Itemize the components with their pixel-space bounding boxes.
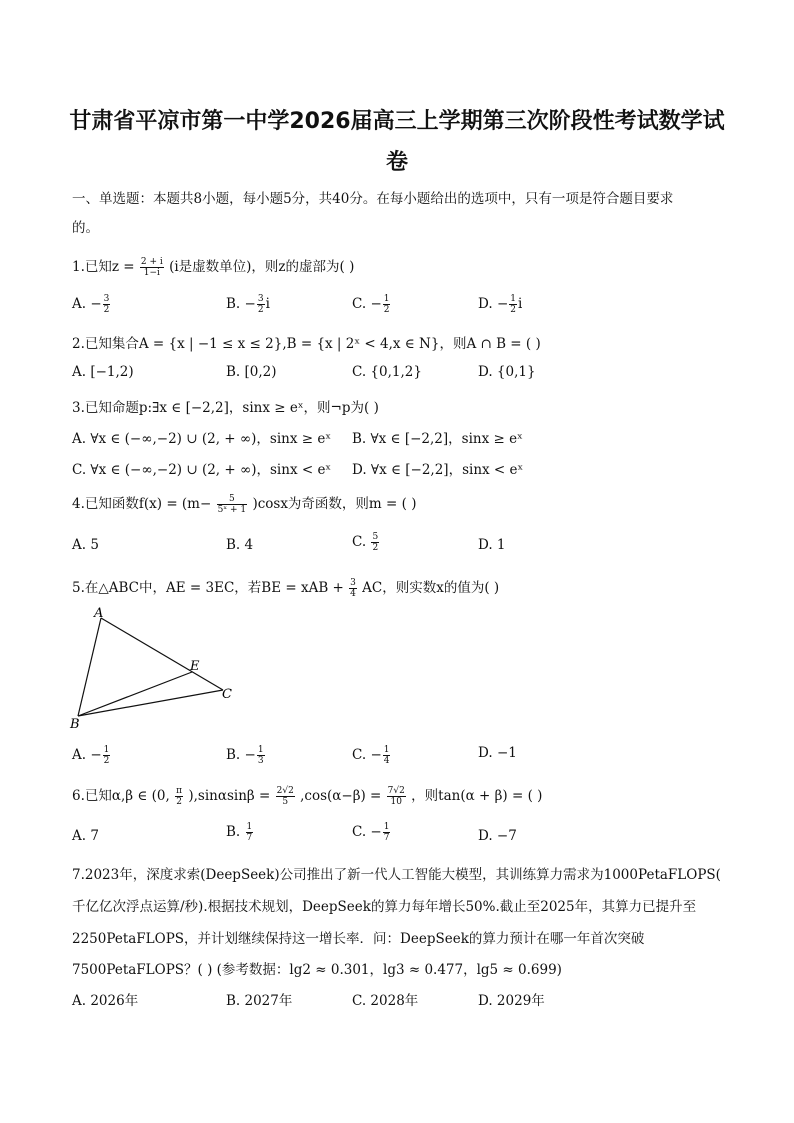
option-sign: − [370, 747, 382, 763]
frac-den: 2 [510, 305, 516, 315]
option-value: −1 [496, 745, 517, 761]
option-sign: − [90, 296, 102, 312]
frac-den: 10 [390, 797, 402, 807]
q4-option-c[interactable] [352, 532, 380, 553]
q1-fraction [140, 257, 164, 278]
vertex-label-a: A [94, 606, 104, 621]
q1-option-c[interactable] [352, 294, 391, 315]
option-fraction [383, 822, 391, 843]
option-label: D. [478, 745, 493, 761]
frac-num: 1 [383, 294, 390, 304]
edge-ac [101, 618, 223, 690]
q3-option-d[interactable]: D. ∀x ∈ [−2,2]，sinx < eˣ [352, 462, 524, 478]
frac-num: π [176, 786, 183, 796]
q5-option-a[interactable] [72, 745, 111, 766]
frac-num: 7√2 [387, 786, 405, 796]
frac-den: 2 [383, 305, 390, 315]
question-4 [72, 492, 416, 515]
frac-num: 3 [103, 294, 110, 304]
option-fraction [246, 822, 254, 843]
question-7-line2: 千亿亿次浮点运算/秒).根据技术规划，DeepSeek的算力每年增长50%.截止至2025年，其算力已提升至 [72, 899, 697, 915]
segment-be [78, 672, 192, 716]
q6-option-c[interactable] [352, 822, 391, 843]
q1-option-d[interactable] [478, 294, 522, 315]
frac-den: 7 [383, 833, 390, 843]
option-tail: i [265, 296, 270, 312]
q6-fraction-1 [276, 786, 295, 807]
q6-fraction-2 [387, 786, 406, 807]
question-7-line4: 7500PetaFLOPS？( ) (参考数据：lg2 ≈ 0.301，lg3 ≈ 0.477，lg5 ≈ 0.699) [72, 962, 562, 978]
q3-option-b[interactable]: B. ∀x ∈ [−2,2]，sinx ≥ eˣ [352, 431, 523, 447]
q4-option-a[interactable]: A. 5 [72, 537, 99, 553]
frac-num: 1 [103, 745, 110, 755]
q7-option-b[interactable]: B. 2027年 [226, 993, 293, 1009]
option-sign: − [370, 296, 382, 312]
option-label: B. [226, 824, 241, 840]
q3-option-c[interactable]: C. ∀x ∈ (−∞,−2) ∪ (2, + ∞)，sinx < eˣ [72, 462, 332, 478]
edge-ab [78, 618, 101, 716]
frac-den: 7 [246, 833, 253, 843]
option-fraction [257, 745, 265, 766]
frac-den: 5 [282, 797, 289, 807]
q4-frac-num: 5 [217, 494, 248, 505]
q2-option-a[interactable]: A. [−1,2) [72, 364, 134, 380]
q1-option-a[interactable] [72, 294, 111, 315]
q6-mid1: ),sinαsinβ = [188, 788, 271, 804]
q3-option-a[interactable]: A. ∀x ∈ (−∞,−2) ∪ (2, + ∞)，sinx ≥ eˣ [72, 431, 332, 447]
frac-num: 1 [383, 745, 390, 755]
option-label: C. [352, 534, 367, 550]
triangle-figure [66, 602, 246, 732]
question-5 [72, 576, 499, 599]
q2-option-d[interactable]: D. {0,1} [478, 364, 536, 380]
vertex-label-b: B [70, 717, 80, 732]
question-6 [72, 784, 542, 807]
q2-option-b[interactable]: B. [0,2) [226, 364, 277, 380]
option-fraction [383, 294, 391, 315]
document-title-line1: 甘肃省平凉市第一中学2026届高三上学期第三次阶段性考试数学试 [69, 109, 725, 134]
q5-frac-den: 4 [350, 589, 356, 599]
frac-num: 5 [372, 532, 379, 542]
vertex-label-c: C [222, 687, 232, 702]
question-3: 3.已知命题p:∃x ∈ [−2,2]，sinx ≥ eˣ，则¬p为( ) [72, 400, 379, 416]
option-label: D. [478, 296, 493, 312]
question-1 [72, 255, 354, 278]
option-fraction [371, 532, 379, 553]
q6-option-d[interactable]: D. −7 [478, 828, 517, 844]
frac-den: 4 [383, 756, 390, 766]
q1-option-b[interactable] [226, 294, 270, 315]
q7-option-d[interactable]: D. 2029年 [478, 993, 545, 1009]
q6-suffix: ，则tan(α + β) = ( ) [411, 788, 543, 804]
q5-option-c[interactable] [352, 745, 391, 766]
question-2: 2.已知集合A = {x | −1 ≤ x ≤ 2},B = {x | 2ˣ < 4,x ∈ N}，则A ∩ B = ( ) [72, 336, 541, 352]
q6-mid2: ,cos(α−β) = [300, 788, 382, 804]
point-label-e: E [190, 659, 200, 674]
q1-frac-den: 1−i [143, 268, 160, 278]
q5-fraction [349, 578, 357, 599]
q5-prefix: 5.在△ABC中，AE = 3EC，若BE = xAB + [72, 580, 344, 596]
q7-option-c[interactable]: C. 2028年 [352, 993, 419, 1009]
q1-frac-num: 2 + i [140, 257, 163, 267]
q4-suffix: )cosx为奇函数，则m = ( ) [252, 496, 417, 512]
option-label: A. [72, 747, 87, 763]
option-fraction [103, 294, 111, 315]
frac-num: 3 [257, 294, 264, 304]
frac-num: 2√2 [276, 786, 294, 796]
option-label: C. [352, 296, 367, 312]
section-header-line1: 一、单选题：本题共8小题，每小题5分，共40分。在每小题给出的选项中，只有一项是符合题目要求 [72, 191, 674, 207]
q4-frac-den: 5ˣ + 1 [217, 505, 247, 515]
option-tail: i [517, 296, 523, 312]
q5-option-b[interactable] [226, 745, 266, 766]
q5-frac-num: 3 [350, 578, 356, 588]
document-title-line2: 卷 [385, 150, 408, 175]
option-sign: − [244, 296, 256, 312]
frac-num: 1 [510, 294, 516, 304]
frac-den: 3 [257, 756, 264, 766]
option-label: B. [226, 747, 241, 763]
q6-option-b[interactable] [226, 822, 254, 843]
option-label: C. [352, 747, 367, 763]
option-label: A. [72, 296, 87, 312]
question-7-line3: 2250PetaFLOPS，并计划继续保持这一增长率．问：DeepSeek的算力预计在哪一年首次突破 [72, 931, 645, 947]
frac-den: 2 [257, 305, 264, 315]
q4-option-d[interactable]: D. 1 [478, 537, 506, 553]
q1-prefix: 1.已知z = [72, 259, 135, 275]
option-fraction [257, 294, 265, 315]
section-header-line2: 的。 [72, 220, 99, 236]
q6-option-a[interactable]: A. 7 [72, 828, 99, 844]
frac-den: 2 [103, 756, 110, 766]
frac-den: 2 [372, 543, 379, 553]
option-label: C. − [352, 824, 382, 840]
option-sign: − [90, 747, 102, 763]
frac-num: 1 [383, 822, 390, 832]
frac-den: 2 [176, 797, 182, 807]
option-label: B. [226, 296, 241, 312]
q2-option-c[interactable]: C. {0,1,2} [352, 364, 422, 380]
q6-prefix: 6.已知α,β ∈ (0, [72, 788, 170, 804]
frac-num: 1 [246, 822, 253, 832]
q6-pi-fraction [175, 786, 183, 807]
frac-num: 1 [257, 745, 264, 755]
q4-fraction [217, 494, 248, 515]
q4-prefix: 4.已知函数f(x) = (m− [72, 496, 212, 512]
question-7-line1: 7.2023年，深度求索(DeepSeek)公司推出了新一代人工智能大模型，其训练算力需求为1000PetaFLOPS( [72, 867, 721, 883]
edge-bc [78, 690, 223, 716]
option-sign: − [244, 747, 256, 763]
frac-den: 2 [103, 305, 110, 315]
q7-option-a[interactable]: A. 2026年 [72, 993, 139, 1009]
option-sign: − [496, 296, 509, 312]
q5-suffix: AC，则实数x的值为( ) [362, 580, 500, 596]
q5-option-d[interactable] [478, 745, 517, 761]
q1-suffix: (i是虚数单位)，则z的虚部为( ) [169, 259, 355, 275]
option-fraction [103, 745, 111, 766]
q4-option-b[interactable]: B. 4 [226, 537, 254, 553]
option-fraction [509, 294, 517, 315]
option-fraction [383, 745, 391, 766]
